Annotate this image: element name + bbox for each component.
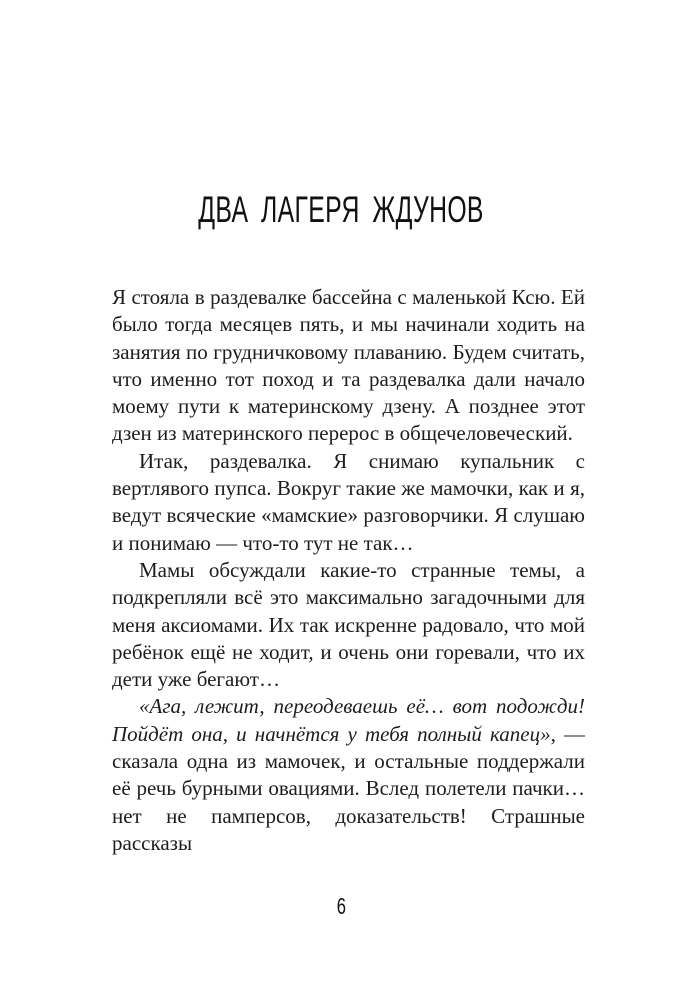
paragraph bbox=[112, 557, 585, 693]
chapter-title-text: ДВА ЛАГЕРЯ ЖДУНОВ bbox=[198, 189, 484, 230]
paragraph bbox=[112, 284, 585, 448]
text-segment: , — сказала одна из мамочек, и остальные поддержали её речь бурными овациями. Вслед полетели пачки… нет не памперсов, доказательств! Страшные рассказы bbox=[112, 721, 585, 855]
text-segment: Я стояла в раздевалке бассейна с маленькой Ксю. Ей было тогда месяцев пять, и мы начинали ходить на занятия по грудничковому плаванию. Будем считать, что именно тот поход и та раздевалка дали начало моему пути к материнскому дзену. А позднее этот дзен из материнского перерос в общечеловеческий. bbox=[112, 285, 585, 446]
page-number bbox=[0, 893, 682, 920]
paragraph bbox=[112, 448, 585, 557]
text-block bbox=[112, 284, 585, 857]
paragraph bbox=[112, 693, 585, 857]
text-segment: «Ага, лежит, переодеваешь её… вот подожди! Пойдёт она, и начнётся у тебя полный капец» bbox=[112, 694, 585, 746]
text-segment: Итак, раздевалка. Я снимаю купальник с вертлявого пупса. Вокруг такие же мамочки, как и я, ведут всяческие «мамские» разговорчики. Я слушаю и понимаю — что-то тут не так… bbox=[112, 448, 585, 555]
text-segment: Мамы обсуждали какие-то странные темы, а подкрепляли всё это максимально загадочными для меня аксиомами. Их так искренне радовало, что мой ребёнок ещё не ходит, и очень они горевали, что их дети уже бегают… bbox=[112, 557, 585, 692]
page-number-text: 6 bbox=[336, 893, 346, 919]
chapter-title bbox=[0, 189, 682, 231]
